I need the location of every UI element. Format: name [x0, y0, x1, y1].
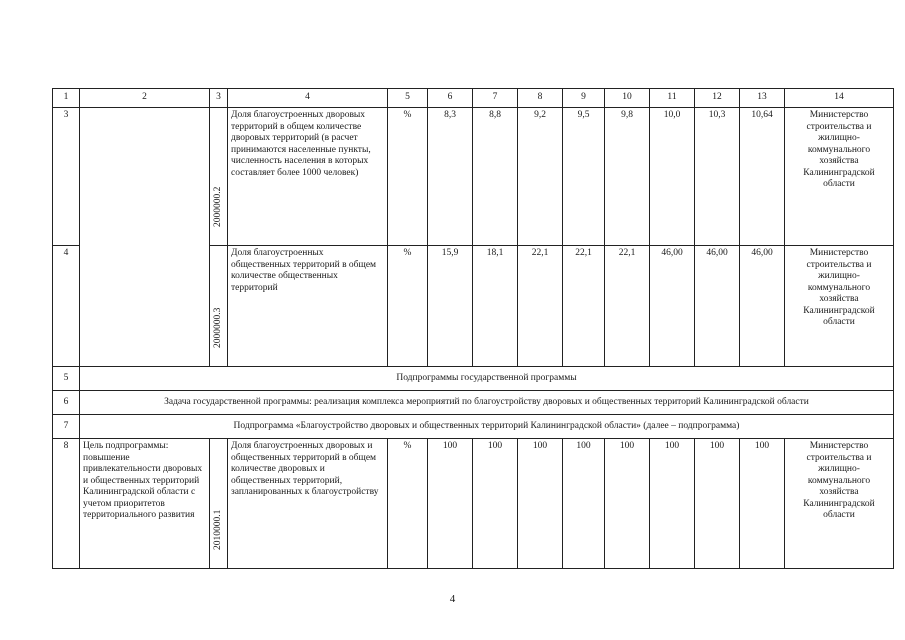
header-cell: 4	[228, 89, 388, 108]
indicator-code: 2000000.2	[210, 108, 228, 246]
value-cell: 46,00	[695, 246, 740, 367]
header-cell: 6	[428, 89, 473, 108]
header-cell: 9	[563, 89, 605, 108]
value-cell: 9,8	[605, 108, 650, 246]
indicator-name: Доля благоустроенных дворовых территорий в общем количестве дворовых территорий (в расчет принимаются населенные пункты, численность населения в которых составляет более 1000 человек)	[228, 108, 388, 246]
value-cell: 10,3	[695, 108, 740, 246]
value-cell: 22,1	[518, 246, 563, 367]
value-cell: 15,9	[428, 246, 473, 367]
header-cell: 2	[80, 89, 210, 108]
row-number: 6	[53, 391, 80, 415]
responsible-executor: Министерство строительства и жилищно-коммунального хозяйства Калининградской области	[785, 439, 894, 569]
table-row	[53, 415, 894, 439]
value-cell: 46,00	[740, 246, 785, 367]
value-cell: 8,8	[473, 108, 518, 246]
row-number: 3	[53, 108, 80, 246]
header-cell: 11	[650, 89, 695, 108]
value-cell: 100	[695, 439, 740, 569]
table-row	[53, 367, 894, 391]
table-row	[53, 108, 894, 246]
header-cell: 1	[53, 89, 80, 108]
value-cell: 100	[473, 439, 518, 569]
table-row	[53, 391, 894, 415]
value-cell: 9,5	[563, 108, 605, 246]
value-cell: 100	[428, 439, 473, 569]
indicator-name: Доля благоустроенных общественных территорий в общем количестве общественных территорий	[228, 246, 388, 367]
header-cell: 8	[518, 89, 563, 108]
responsible-executor: Министерство строительства и жилищно-коммунального хозяйства Калининградской области	[785, 108, 894, 246]
row-number: 4	[53, 246, 80, 367]
goal-cell-empty	[80, 108, 210, 367]
responsible-executor: Министерство строительства и жилищно-коммунального хозяйства Калининградской области	[785, 246, 894, 367]
header-row	[53, 89, 894, 108]
value-cell: 10,0	[650, 108, 695, 246]
row-number: 8	[53, 439, 80, 569]
value-cell: 100	[518, 439, 563, 569]
value-cell: 46,00	[650, 246, 695, 367]
unit: %	[388, 108, 428, 246]
value-cell: 8,3	[428, 108, 473, 246]
header-cell: 5	[388, 89, 428, 108]
indicator-name: Доля благоустроенных дворовых и общественных территорий в общем количестве дворовых и общественных территорий, запланированных к благоустройству	[228, 439, 388, 569]
table-row	[53, 439, 894, 569]
value-cell: 9,2	[518, 108, 563, 246]
header-cell: 12	[695, 89, 740, 108]
value-cell: 100	[563, 439, 605, 569]
row-number: 5	[53, 367, 80, 391]
value-cell: 100	[650, 439, 695, 569]
header-cell: 13	[740, 89, 785, 108]
row-number: 7	[53, 415, 80, 439]
subprogram-goal: Цель подпрограммы: повышение привлекательности дворовых и общественных территорий Калининградской области с учетом приоритетов территориального развития	[80, 439, 210, 569]
subprogram-heading: Подпрограмма «Благоустройство дворовых и общественных территорий Калининградской области» (далее – подпрограмма)	[80, 415, 894, 439]
indicator-code: 2010000.1	[210, 439, 228, 569]
value-cell: 22,1	[563, 246, 605, 367]
section-heading: Подпрограммы государственной программы	[80, 367, 894, 391]
task-heading: Задача государственной программы: реализация комплекса мероприятий по благоустройству дворовых и общественных территорий Калининградской области	[80, 391, 894, 415]
value-cell: 10,64	[740, 108, 785, 246]
unit: %	[388, 246, 428, 367]
indicator-code: 2000000.3	[210, 246, 228, 367]
unit: %	[388, 439, 428, 569]
header-cell: 3	[210, 89, 228, 108]
page-number: 4	[449, 593, 456, 605]
value-cell: 22,1	[605, 246, 650, 367]
indicators-table	[52, 88, 894, 569]
header-cell: 14	[785, 89, 894, 108]
header-cell: 7	[473, 89, 518, 108]
value-cell: 100	[740, 439, 785, 569]
value-cell: 18,1	[473, 246, 518, 367]
header-cell: 10	[605, 89, 650, 108]
value-cell: 100	[605, 439, 650, 569]
